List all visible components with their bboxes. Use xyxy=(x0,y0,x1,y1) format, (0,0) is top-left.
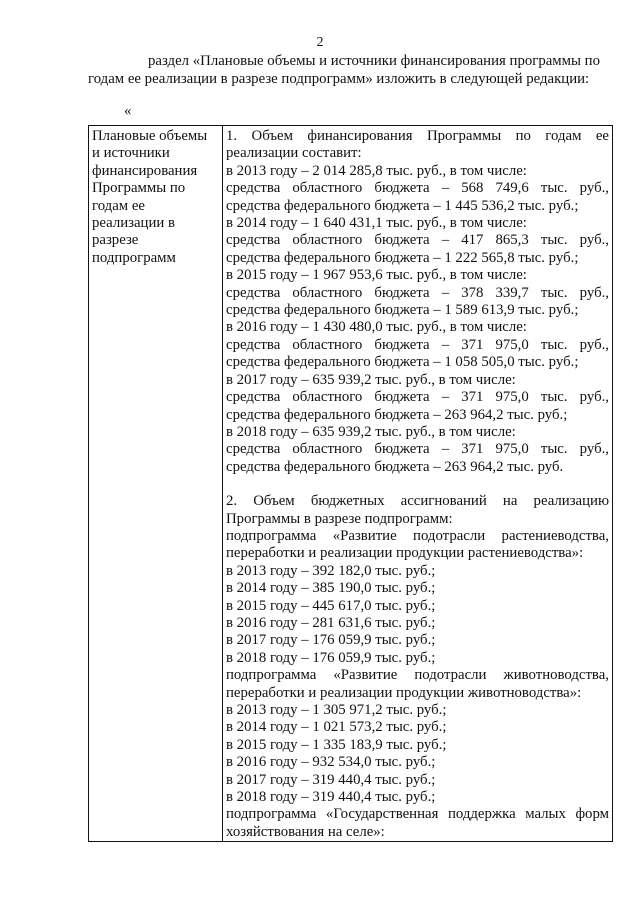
subprogram-year: в 2017 году – 176 059,9 тыс. руб.; xyxy=(226,632,436,649)
opening-quote: « xyxy=(124,103,132,119)
subprogram-year: в 2016 году – 932 534,0 тыс. руб.; xyxy=(226,754,436,771)
subprogram-year: в 2017 году – 319 440,4 тыс. руб.; xyxy=(226,771,436,788)
label-line: Программы по xyxy=(92,180,186,197)
section1-heading: 1. Объем финансирования Программы по годам ее xyxy=(226,128,609,144)
year-federal: средства федерального бюджета – 1 222 565,8 тыс. руб.; xyxy=(226,249,579,266)
year-federal: средства федерального бюджета – 263 964,2 тыс. руб. xyxy=(226,458,564,475)
subprogram-title: подпрограмма «Развитие подотрасли животноводства, xyxy=(226,667,609,684)
subprogram-title: переработки и реализации продукции растениеводства»: xyxy=(226,545,584,562)
subprogram-title: переработки и реализации продукции животноводства»: xyxy=(226,684,582,701)
year-federal: средства федерального бюджета – 263 964,2 тыс. руб.; xyxy=(226,406,568,423)
subprogram-title: подпрограмма «Государственная поддержка малых форм xyxy=(226,806,609,823)
year-total: в 2014 году – 1 640 431,1 тыс. руб., в том числе: xyxy=(226,215,527,232)
subprogram-year: в 2013 году – 1 305 971,2 тыс. руб.; xyxy=(226,702,447,718)
year-total: в 2017 году – 635 939,2 тыс. руб., в том числе: xyxy=(226,371,516,388)
subprogram-title: подпрограмма «Развитие подотрасли растениеводства, xyxy=(226,527,609,544)
subprogram-year: в 2018 году – 319 440,4 тыс. руб.; xyxy=(226,789,436,806)
year-regional: средства областного бюджета – 371 975,0 тыс. руб., xyxy=(226,441,609,458)
program-financing-table xyxy=(88,125,613,842)
year-total: в 2015 году – 1 967 953,6 тыс. руб., в том числе: xyxy=(226,267,527,284)
year-regional: средства областного бюджета – 371 975,0 тыс. руб., xyxy=(226,389,609,406)
label-line: годам ее xyxy=(92,197,145,214)
label-line: Плановые объемы xyxy=(92,128,208,144)
section-subprogram-allocations xyxy=(226,493,609,841)
subprogram-year: в 2015 году – 1 335 183,9 тыс. руб.; xyxy=(226,736,447,753)
label-cell xyxy=(89,126,223,842)
paragraph-gap xyxy=(226,476,609,493)
page-number: 2 xyxy=(316,35,324,50)
year-federal: средства федерального бюджета – 1 589 613,9 тыс. руб.; xyxy=(226,302,579,319)
subprogram-year: в 2014 году – 385 190,0 тыс. руб.; xyxy=(226,580,436,597)
label-line: реализации в xyxy=(92,215,176,232)
subprogram-title: хозяйствования на селе»: xyxy=(226,823,385,840)
year-total: в 2016 году – 1 430 480,0 тыс. руб., в том числе: xyxy=(226,319,527,336)
year-federal: средства федерального бюджета – 1 058 505,0 тыс. руб.; xyxy=(226,354,579,371)
section1-heading: реализации составит: xyxy=(226,145,362,162)
label-line: финансирования xyxy=(92,162,198,179)
intro-text: раздел «Плановые объемы и источники финансирования программы по годам ее реализации в разрезе подпрограмм» изложить в следующей редакции: xyxy=(88,53,600,87)
year-regional: средства областного бюджета – 417 865,3 тыс. руб., xyxy=(226,232,609,249)
subprogram-year: в 2016 году – 281 631,6 тыс. руб.; xyxy=(226,614,436,631)
subprogram-year: в 2018 году – 176 059,9 тыс. руб.; xyxy=(226,649,436,666)
year-regional: средства областного бюджета – 378 339,7 тыс. руб., xyxy=(226,284,609,301)
subprogram-year: в 2014 году – 1 021 573,2 тыс. руб.; xyxy=(226,719,447,736)
table-row xyxy=(89,126,613,842)
section2-heading: Программы в разрезе подпрограмм: xyxy=(226,510,453,527)
label-line: подпрограмм xyxy=(92,249,176,266)
year-federal: средства федерального бюджета – 1 445 536,2 тыс. руб.; xyxy=(226,197,579,214)
year-total: в 2018 году – 635 939,2 тыс. руб., в том числе: xyxy=(226,423,516,440)
label-line: разрезе xyxy=(92,232,139,249)
subprogram-year: в 2015 году – 445 617,0 тыс. руб.; xyxy=(226,597,436,614)
year-regional: средства областного бюджета – 568 749,6 тыс. руб., xyxy=(226,180,609,197)
section2-heading: 2. Объем бюджетных ассигнований на реализацию xyxy=(226,493,609,510)
label-line: и источники xyxy=(92,145,170,162)
subprogram-year: в 2013 году – 392 182,0 тыс. руб.; xyxy=(226,562,436,579)
year-regional: средства областного бюджета – 371 975,0 тыс. руб., xyxy=(226,336,609,353)
content-cell xyxy=(223,126,613,842)
year-total: в 2013 году – 2 014 285,8 тыс. руб., в том числе: xyxy=(226,162,527,179)
section-financing-by-year xyxy=(226,128,609,476)
intro-paragraph xyxy=(88,52,600,88)
